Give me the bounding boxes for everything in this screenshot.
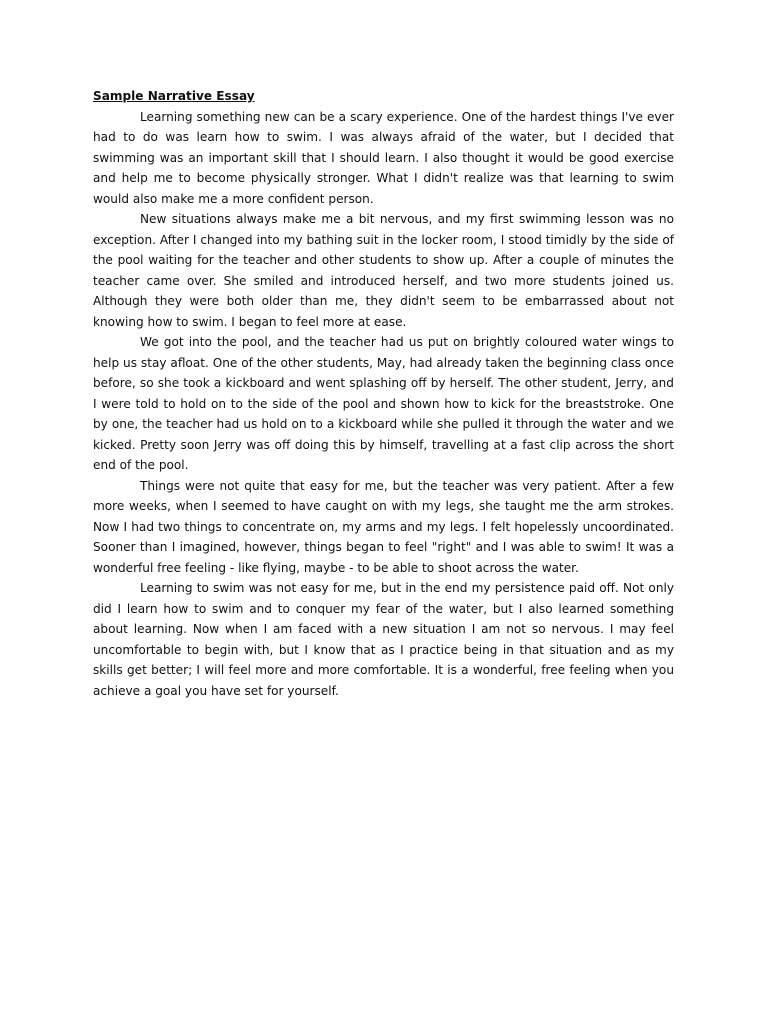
essay-paragraph-2: New situations always make me a bit nervous, and my first swimming lesson was no exception. After I changed into my bathing suit in the locker room, I stood timidly by the side of the pool waiting for the teacher and other students to show up. After a couple of minutes the teacher came over. She smiled and introduced herself, and two more students joined us. Although they were both older than me, they didn't seem to be embarrassed about not knowing how to swim. I began to feel more at ease. [93, 212, 674, 329]
essay-paragraph-3: We got into the pool, and the teacher had us put on brightly coloured water wings to help us stay afloat. One of the other students, May, had already taken the beginning class once before, so she took a kickboard and went splashing off by herself. The other student, Jerry, and I were told to hold on to the side of the pool and shown how to kick for the breaststroke. One by one, the teacher had us hold on to a kickboard while she pulled it through the water and we kicked. Pretty soon Jerry was off doing this by himself, travelling at a fast clip across the short end of the pool. [93, 335, 674, 472]
essay-body [93, 86, 674, 701]
essay-paragraph-5: Learning to swim was not easy for me, but in the end my persistence paid off. Not only did I learn how to swim and to conquer my fear of the water, but I also learned something about learning. Now when I am faced with a new situation I am not so nervous. I may feel uncomfortable to begin with, but I know that as I practice being in that situation and as my skills get better; I will feel more and more comfortable. It is a wonderful, free feeling when you achieve a goal you have set for yourself. [93, 581, 674, 698]
essay-paragraph-4: Things were not quite that easy for me, but the teacher was very patient. After a few more weeks, when I seemed to have caught on with my legs, she taught me the arm strokes. Now I had two things to concentrate on, my arms and my legs. I felt hopelessly uncoordinated. Sooner than I imagined, however, things began to feel "right" and I was able to swim! It was a wonderful free feeling - like flying, maybe - to be able to shoot across the water. [93, 478, 674, 575]
essay-title: Sample Narrative Essay [93, 89, 255, 103]
essay-paragraph-1: Learning something new can be a scary experience. One of the hardest things I've ever had to do was learn how to swim. I was always afraid of the water, but I decided that swimming was an important skill that I should learn. I also thought it would be good exercise and help me to become physically stronger. What I didn't realize was that learning to swim would also make me a more confident person. [93, 109, 674, 206]
